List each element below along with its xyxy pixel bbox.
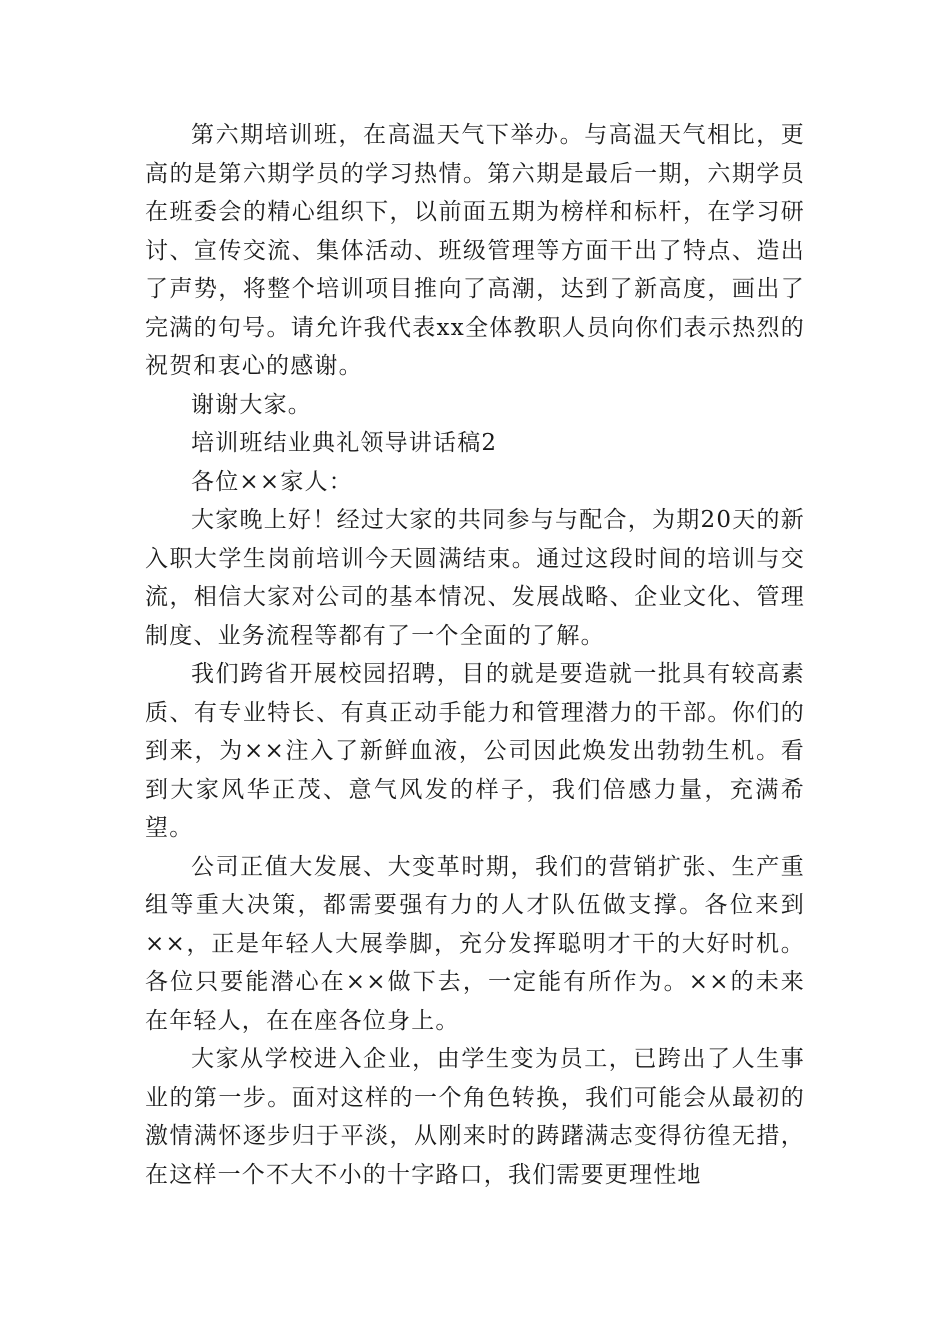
salutation: 各位××家人： xyxy=(191,468,353,495)
paragraph-development: 公司正值大发展、大变革时期，我们的营销扩张、生产重组等重大决策，都需要强有力的人才队伍做支撑。各位来到××，正是年轻人大展拳脚，充分发挥聪明才干的大好时机。各位只要能潜心在××做下去，一定能有所作为。××的未来在年轻人，在在座各位身上。 xyxy=(145,853,805,1034)
document-page xyxy=(145,116,805,1194)
paragraph-transition: 大家从学校进入企业，由学生变为员工，已跨出了人生事业的第一步。面对这样的一个角色转换，我们可能会从最初的激情满怀逐步归于平淡，从刚来时的踌躇满志变得彷徨无措，在这样一个不大不小的十字路口，我们需要更理性地 xyxy=(145,1046,805,1188)
speech-title: 培训班结业典礼领导讲话稿2 xyxy=(191,430,498,456)
paragraph-recruitment: 我们跨省开展校园招聘，目的就是要造就一批具有较高素质、有专业特长、有真正动手能力和管理潜力的干部。你们的到来，为××注入了新鲜血液，公司因此焕发出勃勃生机。看到大家风华正茂、意气风发的样子，我们倍感力量，充满希望。 xyxy=(145,661,805,841)
paragraph-thanks: 谢谢大家。 xyxy=(191,391,312,418)
paragraph-greeting: 大家晚上好！经过大家的共同参与与配合，为期20天的新入职大学生岗前培训今天圆满结束。通过这段时间的培训与交流，相信大家对公司的基本情况、发展战略、企业文化、管理制度、业务流程等都有了一个全面的了解。 xyxy=(145,507,805,649)
paragraph-closing-remarks: 第六期培训班，在高温天气下举办。与高温天气相比，更高的是第六期学员的学习热情。第六期是最后一期，六期学员在班委会的精心组织下，以前面五期为榜样和标杆，在学习研讨、宣传交流、集体活动、班级管理等方面干出了特点、造出了声势，将整个培训项目推向了高潮，达到了新高度，画出了完满的句号。请允许我代表xx全体教职人员向你们表示热烈的祝贺和衷心的感谢。 xyxy=(145,122,805,379)
